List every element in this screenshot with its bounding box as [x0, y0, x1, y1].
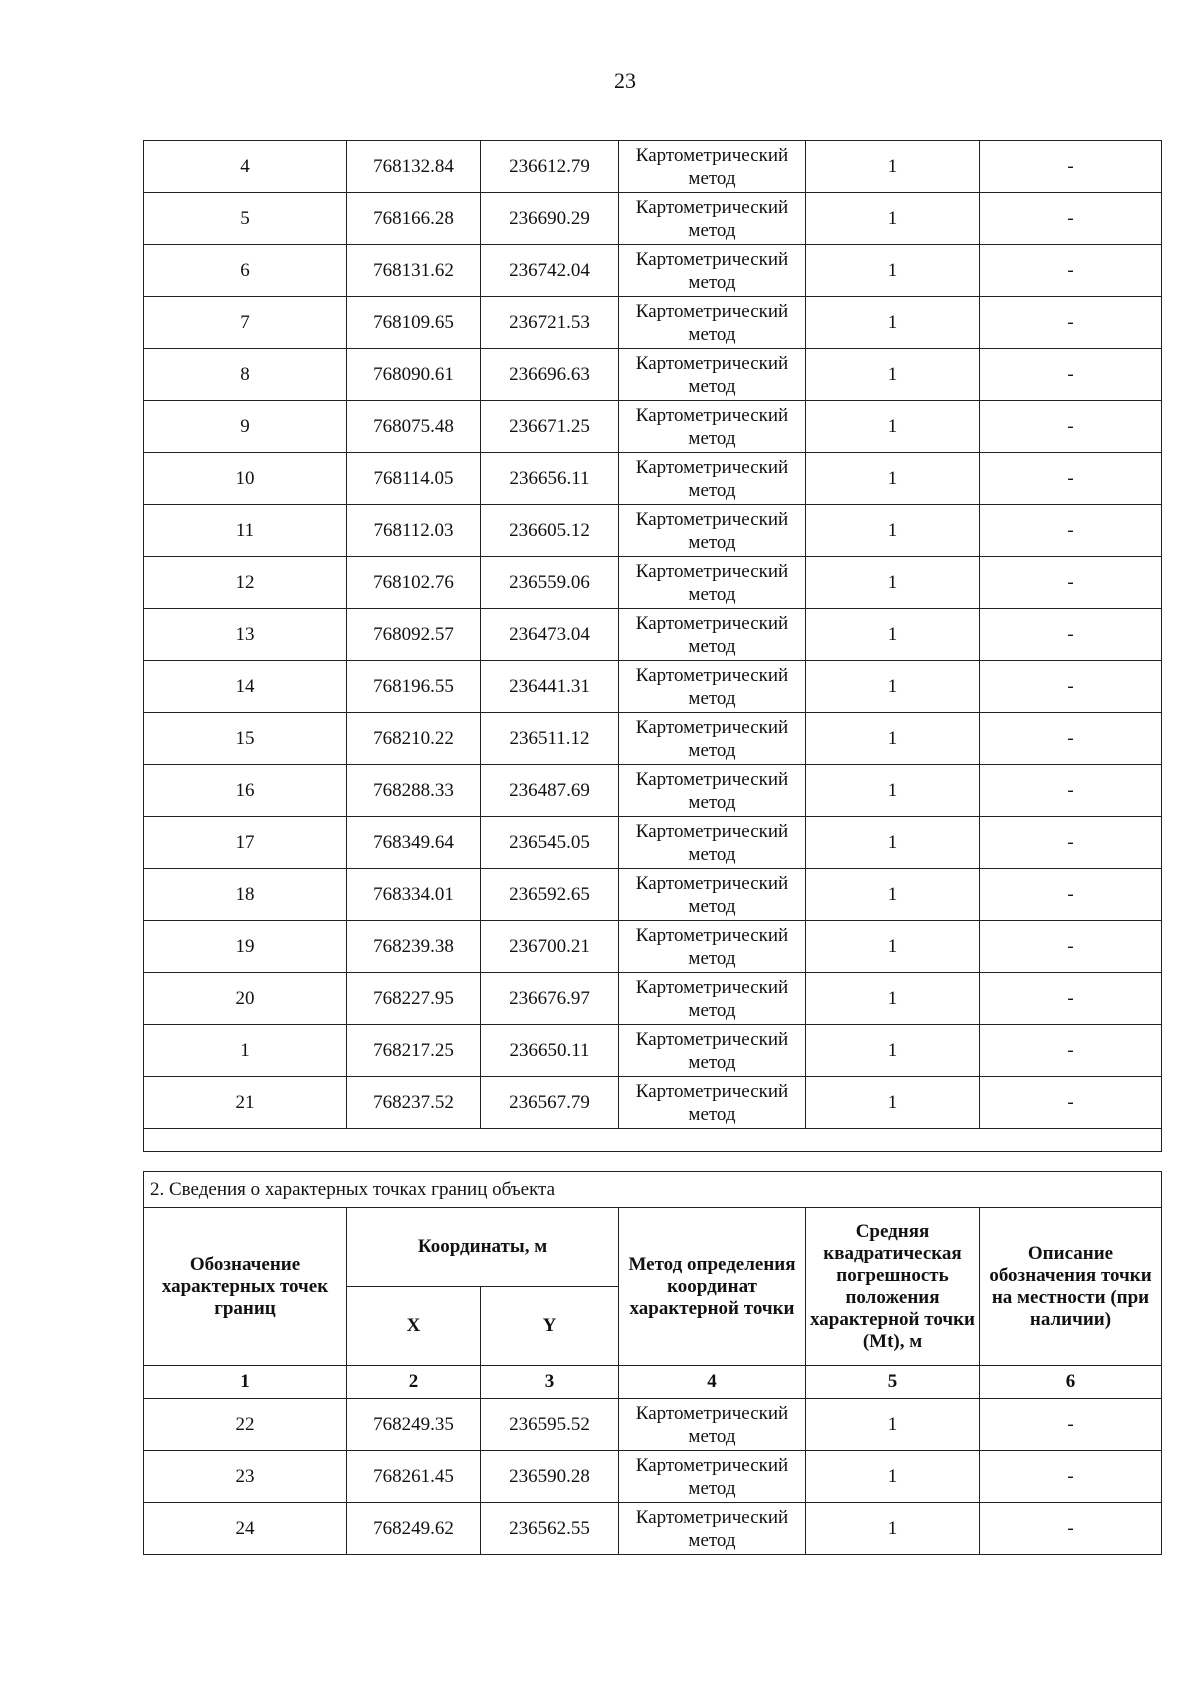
method-cell: Картометрический метод: [619, 1025, 806, 1077]
desc-cell: -: [980, 401, 1162, 453]
method-cell: Картометрический метод: [619, 713, 806, 765]
point-cell: 10: [144, 453, 347, 505]
header-x: X: [347, 1287, 481, 1366]
x-cell: 768227.95: [347, 973, 481, 1025]
x-cell: 768249.62: [347, 1503, 481, 1555]
point-cell: 9: [144, 401, 347, 453]
table-row: [144, 713, 1162, 765]
y-cell: 236742.04: [481, 245, 619, 297]
empty-row: [144, 1129, 1162, 1152]
method-cell: Картометрический метод: [619, 401, 806, 453]
x-cell: 768114.05: [347, 453, 481, 505]
y-cell: 236592.65: [481, 869, 619, 921]
desc-cell: -: [980, 297, 1162, 349]
desc-cell: -: [980, 245, 1162, 297]
method-cell: Картометрический метод: [619, 1451, 806, 1503]
method-cell: Картометрический метод: [619, 973, 806, 1025]
method-cell: Картометрический метод: [619, 505, 806, 557]
y-cell: 236590.28: [481, 1451, 619, 1503]
table1-body: [144, 141, 1162, 1152]
x-cell: 768237.52: [347, 1077, 481, 1129]
method-cell: Картометрический метод: [619, 557, 806, 609]
point-cell: 13: [144, 609, 347, 661]
mt-cell: 1: [806, 1025, 980, 1077]
x-cell: 768166.28: [347, 193, 481, 245]
table-row: [144, 505, 1162, 557]
mt-cell: 1: [806, 765, 980, 817]
table-row: [144, 1503, 1162, 1555]
y-cell: 236473.04: [481, 609, 619, 661]
table-row: [144, 1399, 1162, 1451]
desc-cell: -: [980, 869, 1162, 921]
mt-cell: 1: [806, 973, 980, 1025]
mt-cell: 1: [806, 1077, 980, 1129]
desc-cell: -: [980, 1399, 1162, 1451]
x-cell: 768239.38: [347, 921, 481, 973]
mt-cell: 1: [806, 921, 980, 973]
desc-cell: -: [980, 713, 1162, 765]
method-cell: Картометрический метод: [619, 817, 806, 869]
table-row: [144, 817, 1162, 869]
point-cell: 14: [144, 661, 347, 713]
point-cell: 22: [144, 1399, 347, 1451]
x-cell: 768288.33: [347, 765, 481, 817]
desc-cell: -: [980, 973, 1162, 1025]
desc-cell: -: [980, 921, 1162, 973]
x-cell: 768249.35: [347, 1399, 481, 1451]
point-cell: 17: [144, 817, 347, 869]
empty-cell: [144, 1129, 1162, 1152]
x-cell: 768102.76: [347, 557, 481, 609]
method-cell: Картометрический метод: [619, 297, 806, 349]
mt-cell: 1: [806, 609, 980, 661]
method-cell: Картометрический метод: [619, 349, 806, 401]
mt-cell: 1: [806, 557, 980, 609]
method-cell: Картометрический метод: [619, 193, 806, 245]
mt-cell: 1: [806, 141, 980, 193]
point-cell: 24: [144, 1503, 347, 1555]
header-point: Обозначение характерных точек границ: [144, 1208, 347, 1366]
header-y: Y: [481, 1287, 619, 1366]
table-row: [144, 297, 1162, 349]
point-cell: 18: [144, 869, 347, 921]
page-number: 23: [614, 68, 636, 93]
table-title: 2. Сведения о характерных точках границ объекта: [144, 1172, 1162, 1208]
desc-cell: -: [980, 1451, 1162, 1503]
x-cell: 768109.65: [347, 297, 481, 349]
point-cell: 20: [144, 973, 347, 1025]
mt-cell: 1: [806, 245, 980, 297]
table-row: [144, 193, 1162, 245]
method-cell: Картометрический метод: [619, 1399, 806, 1451]
desc-cell: -: [980, 141, 1162, 193]
desc-cell: -: [980, 349, 1162, 401]
x-cell: 768131.62: [347, 245, 481, 297]
y-cell: 236545.05: [481, 817, 619, 869]
table-row: [144, 401, 1162, 453]
desc-cell: -: [980, 1077, 1162, 1129]
x-cell: 768075.48: [347, 401, 481, 453]
desc-cell: -: [980, 1503, 1162, 1555]
method-cell: Картометрический метод: [619, 245, 806, 297]
point-cell: 1: [144, 1025, 347, 1077]
boundary-points-table-continued: [143, 140, 1162, 1152]
mt-cell: 1: [806, 401, 980, 453]
table-row: [144, 245, 1162, 297]
column-number: 3: [481, 1366, 619, 1399]
y-cell: 236671.25: [481, 401, 619, 453]
point-cell: 5: [144, 193, 347, 245]
table-row: [144, 765, 1162, 817]
y-cell: 236441.31: [481, 661, 619, 713]
point-cell: 7: [144, 297, 347, 349]
point-cell: 19: [144, 921, 347, 973]
method-cell: Картометрический метод: [619, 869, 806, 921]
point-cell: 11: [144, 505, 347, 557]
mt-cell: 1: [806, 1399, 980, 1451]
y-cell: 236559.06: [481, 557, 619, 609]
x-cell: 768217.25: [347, 1025, 481, 1077]
mt-cell: 1: [806, 713, 980, 765]
method-cell: Картометрический метод: [619, 1077, 806, 1129]
y-cell: 236721.53: [481, 297, 619, 349]
table-row: [144, 921, 1162, 973]
method-cell: Картометрический метод: [619, 765, 806, 817]
table-row: [144, 869, 1162, 921]
mt-cell: 1: [806, 869, 980, 921]
column-number: 5: [806, 1366, 980, 1399]
mt-cell: 1: [806, 193, 980, 245]
table-row: [144, 973, 1162, 1025]
desc-cell: -: [980, 817, 1162, 869]
desc-cell: -: [980, 193, 1162, 245]
x-cell: 768196.55: [347, 661, 481, 713]
x-cell: 768092.57: [347, 609, 481, 661]
y-cell: 236656.11: [481, 453, 619, 505]
point-cell: 6: [144, 245, 347, 297]
method-cell: Картометрический метод: [619, 661, 806, 713]
method-cell: Картометрический метод: [619, 921, 806, 973]
x-cell: 768349.64: [347, 817, 481, 869]
desc-cell: -: [980, 453, 1162, 505]
column-number: 1: [144, 1366, 347, 1399]
table2-body: [144, 1399, 1162, 1555]
table-row: [144, 349, 1162, 401]
table-row: [144, 1451, 1162, 1503]
header-desc: Описание обозначения точки на местности (при наличии): [980, 1208, 1162, 1366]
point-cell: 12: [144, 557, 347, 609]
y-cell: 236511.12: [481, 713, 619, 765]
x-cell: 768334.01: [347, 869, 481, 921]
method-cell: Картометрический метод: [619, 141, 806, 193]
desc-cell: -: [980, 765, 1162, 817]
header-method: Метод определения координат характерной точки: [619, 1208, 806, 1366]
y-cell: 236676.97: [481, 973, 619, 1025]
boundary-points-table: [143, 1171, 1162, 1555]
desc-cell: -: [980, 1025, 1162, 1077]
desc-cell: -: [980, 505, 1162, 557]
y-cell: 236487.69: [481, 765, 619, 817]
header-coords: Координаты, м: [347, 1208, 619, 1287]
table-row: [144, 1077, 1162, 1129]
mt-cell: 1: [806, 453, 980, 505]
point-cell: 23: [144, 1451, 347, 1503]
desc-cell: -: [980, 609, 1162, 661]
y-cell: 236700.21: [481, 921, 619, 973]
point-cell: 21: [144, 1077, 347, 1129]
y-cell: 236696.63: [481, 349, 619, 401]
table-row: [144, 661, 1162, 713]
table-row: [144, 141, 1162, 193]
mt-cell: 1: [806, 817, 980, 869]
column-number: 2: [347, 1366, 481, 1399]
method-cell: Картометрический метод: [619, 609, 806, 661]
y-cell: 236562.55: [481, 1503, 619, 1555]
method-cell: Картометрический метод: [619, 453, 806, 505]
y-cell: 236605.12: [481, 505, 619, 557]
point-cell: 16: [144, 765, 347, 817]
x-cell: 768132.84: [347, 141, 481, 193]
desc-cell: -: [980, 557, 1162, 609]
point-cell: 4: [144, 141, 347, 193]
point-cell: 15: [144, 713, 347, 765]
mt-cell: 1: [806, 297, 980, 349]
mt-cell: 1: [806, 1451, 980, 1503]
header-mt: Средняя квадратическая погрешность положения характерной точки (Mt), м: [806, 1208, 980, 1366]
y-cell: 236567.79: [481, 1077, 619, 1129]
y-cell: 236595.52: [481, 1399, 619, 1451]
table-row: [144, 557, 1162, 609]
column-number: 6: [980, 1366, 1162, 1399]
y-cell: 236612.79: [481, 141, 619, 193]
mt-cell: 1: [806, 661, 980, 713]
x-cell: 768090.61: [347, 349, 481, 401]
x-cell: 768112.03: [347, 505, 481, 557]
table-row: [144, 453, 1162, 505]
column-number: 4: [619, 1366, 806, 1399]
mt-cell: 1: [806, 349, 980, 401]
desc-cell: -: [980, 661, 1162, 713]
point-cell: 8: [144, 349, 347, 401]
y-cell: 236690.29: [481, 193, 619, 245]
y-cell: 236650.11: [481, 1025, 619, 1077]
table-row: [144, 609, 1162, 661]
x-cell: 768210.22: [347, 713, 481, 765]
method-cell: Картометрический метод: [619, 1503, 806, 1555]
table-row: [144, 1025, 1162, 1077]
x-cell: 768261.45: [347, 1451, 481, 1503]
mt-cell: 1: [806, 505, 980, 557]
mt-cell: 1: [806, 1503, 980, 1555]
